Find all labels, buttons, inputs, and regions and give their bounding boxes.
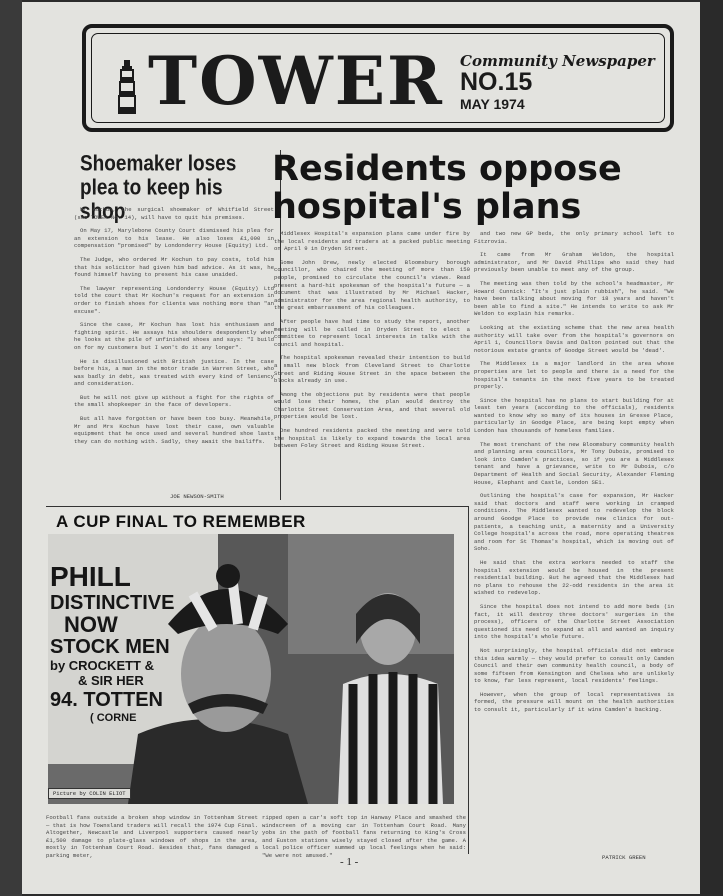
photo-credit: Picture by COLIN ELIOT bbox=[48, 788, 131, 799]
main-story-paragraph: Among the objections put by residents were that people would lose their homes, the plan would destroy the Charlotte Street Conservation Area, and that several old properties would be lost. bbox=[274, 390, 470, 421]
shop-sign-line: 94. TOTTEN bbox=[50, 689, 163, 711]
masthead bbox=[82, 24, 674, 132]
left-story-paragraph: But he will not give up without a fight for the rights of the small shopkeeper in the face of developers. bbox=[74, 393, 274, 409]
main-story-paragraph: Since the hospital does not intend to add more beds (in fact, it will destroy three doctors' surgeries in the process), officers of the Charlotte Street Association questioned its need to expand at all and wanted an inquiry into the hospital's whole future. bbox=[474, 602, 674, 641]
photo-caption-column-1: Football fans outside a broken shop window in Tottenham Street — that is how Townsland traders will recall the 1974 Cup Final. Altogether, Newcastle and Liverpool supporters caused nearly £1,500 damage to plate-glass windows of shops in the area, mostly in Tottenham Court Road. Besides that, fans damaged a parking meter, bbox=[46, 814, 258, 859]
main-story-paragraph: It came from Mr Graham Weldon, the hospital administrator, and Mr David Phillips who said they had previously been unable to meet any of the group. bbox=[474, 251, 674, 274]
shop-sign-line: STOCK MEN bbox=[50, 636, 170, 658]
main-story-column-1 bbox=[274, 230, 470, 505]
shop-sign-line: ( CORNE bbox=[90, 712, 137, 724]
left-story-paragraph: But all have forgotten or have been too busy. Meanwhile, Mr and Mrs Kochun have lost their case, own valuable equipment that he once used and several hundred shoe lasts they can do nothing with. Sadly, they await the bailiffs. bbox=[74, 415, 274, 445]
left-story-paragraph: Mr Kochun, the surgical shoemaker of Whitfield Street (see TOWER No. 14), will have to quit his premises. bbox=[74, 206, 274, 221]
main-story-paragraph: After people have had time to study the report, another meeting will be called in Dryden Street to elect a committee to represent local interests in talks with the council and hospital. bbox=[274, 317, 470, 348]
photo-story-headline: A CUP FINAL TO REMEMBER bbox=[56, 512, 306, 531]
main-story-headline: Residents oppose hospital's plans bbox=[272, 149, 622, 227]
left-story-body bbox=[74, 206, 274, 491]
left-story-paragraph: He is disillusioned with British justice. In the case before his, a man in the motor trade in Warren Street, who was badly in debt, was treated with every kind of leniency and consideration. bbox=[74, 357, 274, 388]
main-story-column-2 bbox=[474, 230, 674, 852]
photo-box-border-top bbox=[46, 506, 468, 507]
right-frame-edge bbox=[700, 0, 723, 896]
left-story-paragraph: The lawyer representing Londonderry House (Equity) Ltd told the court that Mr Kochun's request for an extension in order to finish shoes for clients was nothing more than "an excuse". bbox=[74, 284, 274, 315]
shop-sign-line: DISTINCTIVE bbox=[50, 592, 175, 614]
shop-sign-line: by CROCKETT & bbox=[50, 658, 154, 673]
left-frame-edge bbox=[0, 0, 22, 896]
main-story-paragraph: Since the hospital has no plans to start building for at least ten years (according to the officials), residents wanted to know why so many of its houses in Gresse Place, particularly in Goodge Place, are being kept empty when London has thousands of homeless families. bbox=[474, 396, 674, 435]
left-story-byline: JOE NEWSON-SMITH bbox=[170, 493, 224, 500]
main-story-paragraph: The most trenchant of the new Bloomsbury community health and planning area councillors, Mr Tony Dubois, promised to look into Camden's practices, so if you are a Middlesex tenant and have a grievance, write to Mr Dubois, c/o Department of Health and Social Security, Alexander Fleming House, Elephant and Castle, London SE1. bbox=[474, 440, 674, 486]
photo-box-border-right bbox=[468, 506, 469, 854]
newspaper-page bbox=[22, 2, 700, 894]
main-story-paragraph: Middlesex Hospital's expansion plans came under fire by the local residents and traders at a packed public meeting on April 9 in Dryden Street. bbox=[274, 230, 470, 253]
main-story-paragraph: The hospital spokesman revealed their intention to build a small new block from Cleveland Street to Charlotte Street and Riding House Street in the space between the blocks already in use. bbox=[274, 354, 470, 385]
main-story-paragraph: He said that the extra workers needed to staff the hospital extension would be housed in the present residential building. But he agreed that the Middlesex had no plans to rehouse the 22-odd residents in the area it wished to redevelop. bbox=[474, 558, 674, 597]
main-story-paragraph: The meeting was then told by the school's headmaster, Mr Howard Cunnick: "It's just plain rubbish", he said. "We have been talking about moving for 18 years and haven't been able to find a site." He intends to write to ask Mr Weldon to explain his remarks. bbox=[474, 279, 674, 318]
shop-sign-line: & SIR HER bbox=[78, 673, 144, 688]
left-story-paragraph: Since the case, Mr Kochun has lost his enthusiasm and fighting spirit. He assays his shoulders despondently when he looks at the pile of unfinished shoes and says: "I build on for my customers but I won't do it any longer". bbox=[74, 321, 274, 351]
main-story-paragraph: Some John Drew, newly elected Bloomsbury borough councillor, who chaired the meeting of more than 150 people, promised to circulate the council's views. Read present a hard-hit spokesman of the hospital's future — a document that was illustrated by Mr Michael Hacker, administrator for the area regional health authority, to the great embarrassment of his colleagues. bbox=[274, 258, 470, 312]
left-story-paragraph: The Judge, who ordered Mr Kochun to pay costs, told him that his solicitor had given him bad advice. As it was, he found himself having to present his case unaided. bbox=[74, 255, 274, 279]
tower-logo-icon bbox=[116, 58, 138, 118]
main-story-paragraph: However, when the group of local representatives is formed, the pressure will mount on the health authorities to consult it, particularly if it wins Camden's backing. bbox=[474, 690, 674, 714]
main-story-paragraph: and two new GP beds, the only primary school left to Fitzrovia. bbox=[474, 230, 674, 245]
shop-sign-line: PHILL bbox=[50, 561, 131, 592]
masthead-title: TOWER bbox=[148, 42, 444, 120]
shop-sign bbox=[50, 562, 200, 724]
photo-caption-column-2: ripped open a car's soft top in Hanway Place and smashed the windscreen of a moving car in Tottenham Court Road. Many yobs in the path of football fans returning to King's Cross and Euston stations wisely stayed closed after the game. A local police officer summed up local feelings when he said: "We were not amused." bbox=[262, 814, 466, 859]
main-story-byline: PATRICK GREEN bbox=[602, 854, 646, 861]
issue-date: MAY 1974 bbox=[460, 96, 525, 112]
shop-sign-line: NOW bbox=[64, 612, 118, 637]
page-number: - 1 - bbox=[340, 856, 359, 868]
main-story-paragraph: Looking at the existing scheme that the new area health authority will take over from the hospital's governors on April 1, Councillors Davis and Dalton pointed out that the notorious estate grants of Goodge Street would be 'dead'. bbox=[474, 323, 674, 354]
main-story-paragraph: One hundred residents packed the meeting and were told the hospital is likely to expand towards the local area between Foley Street and Riding House Street. bbox=[274, 427, 470, 450]
masthead-subtitle: Community Newspaper bbox=[460, 52, 655, 70]
left-story-paragraph: On May 17, Marylebone County Court dismissed his plea for an extension to his lease. He also loses £1,000 in compensation "promised" by Londonderry House (Equity) Ltd. bbox=[74, 227, 274, 250]
issue-number: NO.15 bbox=[460, 68, 533, 96]
left-story-headline: Shoemaker loses plea to keep his shop bbox=[80, 152, 237, 225]
main-story-paragraph: Outlining the hospital's case for expansion, Mr Hacker said that doctors and staff were working in cramped conditions. The Middlesex wanted to redevelop the block around Goodge Place to provide new clinics for out-patients, a teaching unit, a maternity and a University College hospital's across the road, more operating theatres and room for St Thomas's hospital, which is moving out of Soho. bbox=[474, 492, 674, 553]
main-story-paragraph: The Middlesex is a major landlord in the area whose properties are let to people and there is a need for the hospital's tenants in the next five years to be treated properly. bbox=[474, 360, 674, 391]
main-story-paragraph: Not surprisingly, the hospital officials did not embrace this idea warmly — they would prefer to consult only Camden Council and their own community health council, a body of some fifteen from Kensington and Chelsea who are unlikely to know, far less represent, local residents' feelings. bbox=[474, 646, 674, 685]
